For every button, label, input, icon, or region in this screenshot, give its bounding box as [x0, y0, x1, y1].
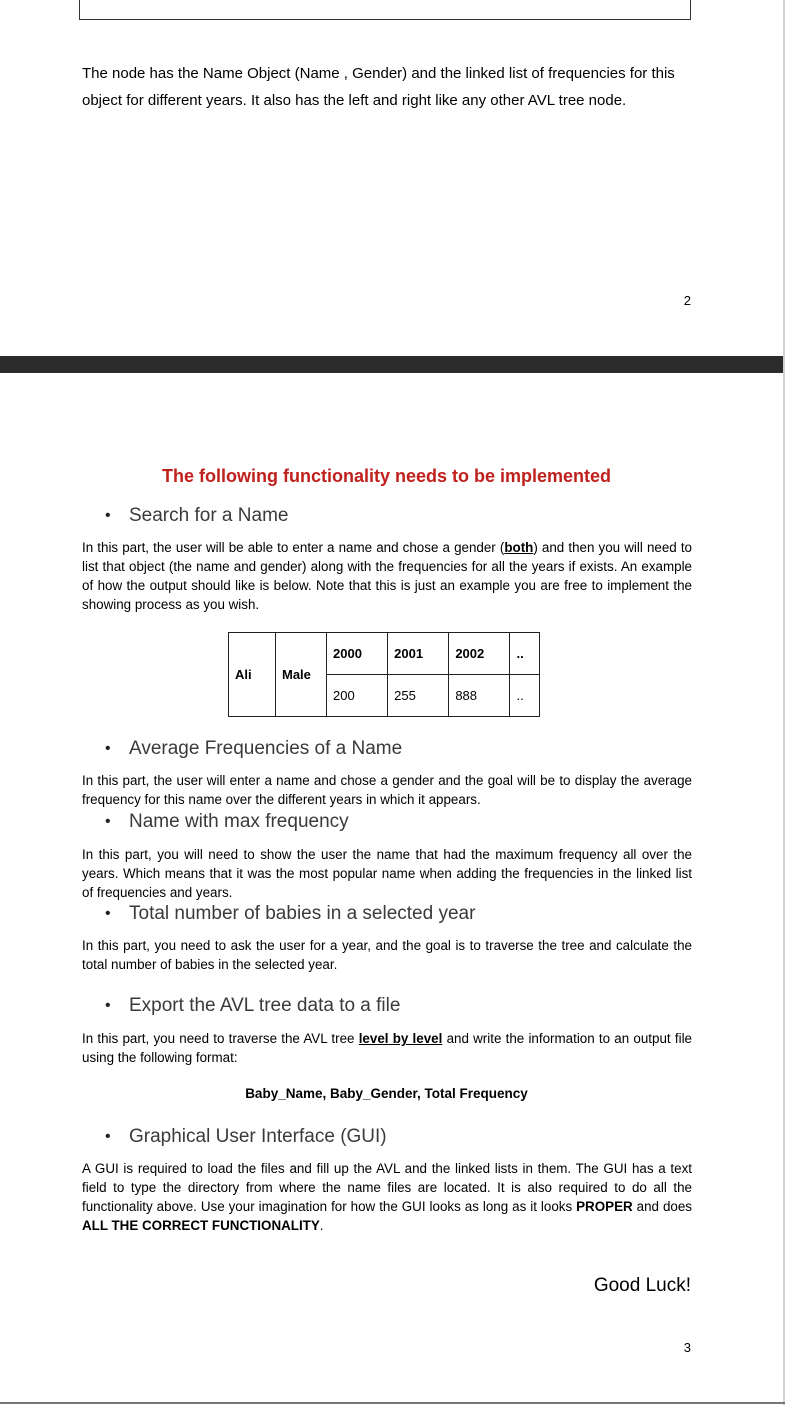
bullet-label: Graphical User Interface (GUI) [129, 1126, 387, 1147]
max-frequency-paragraph: In this part, you will need to show the user the name that had the maximum frequency all over the years. Which means that it was the most popular name when adding the frequencies in the linked list of frequencies and years. [82, 847, 692, 900]
export-paragraph [82, 1029, 692, 1067]
intro-line-1: The node has the Name Object (Name , Gender) and the linked list of frequencies for this [82, 65, 675, 82]
bullet-label: Export the AVL tree data to a file [129, 995, 401, 1016]
gui-text-c: and does [632, 1199, 692, 1214]
bullet-dot: • [105, 905, 111, 922]
output-format-line: Baby_Name, Baby_Gender, Total Frequency [245, 1086, 528, 1101]
bullet-dot: • [105, 507, 111, 524]
functionality-emphasis: ALL THE CORRECT FUNCTIONALITY [82, 1218, 320, 1233]
bullet-dot: • [105, 740, 111, 757]
bullet-export [105, 995, 400, 1017]
year-cell: .. [510, 633, 540, 675]
level-by-level-emphasis: level by level [358, 1031, 443, 1046]
bullet-label: Name with max frequency [129, 811, 349, 832]
bullet-label: Search for a Name [129, 505, 289, 526]
bullet-dot: • [105, 997, 111, 1014]
good-luck-closing: Good Luck! [593, 1275, 691, 1296]
page-separator [0, 356, 785, 373]
frequency-cell: 200 [327, 675, 388, 717]
gui-paragraph [82, 1159, 692, 1235]
frequency-cell: .. [510, 675, 540, 717]
bullet-total-babies [105, 903, 475, 925]
total-babies-paragraph: In this part, you need to ask the user for a year, and the goal is to traverse the tree and calculate the total number of babies in the selected year. [82, 938, 692, 972]
example-output-table [228, 632, 540, 717]
functionality-title: The following functionality needs to be implemented [161, 466, 612, 486]
search-text-c: ) and then you will need to list that object (the name and gender) along with the frequencies for all the years if exists. An example of how the output should like is below. Note that this is just an example you are free to implement the showing process as you wish. [82, 540, 693, 612]
proper-emphasis: PROPER [576, 1199, 633, 1214]
page-number-3: 3 [683, 1340, 691, 1355]
name-cell: Ali [229, 633, 276, 717]
bullet-label: Average Frequencies of a Name [129, 738, 403, 759]
year-cell: 2002 [449, 633, 510, 675]
year-cell: 2001 [388, 633, 449, 675]
search-text-a: In this part, the user will be able to enter a name and chose a gender ( [82, 540, 505, 555]
bottom-rule [0, 1402, 785, 1404]
bullet-gui [105, 1126, 387, 1148]
gui-text-e: . [319, 1218, 324, 1233]
search-name-paragraph [82, 538, 692, 614]
bullet-dot: • [105, 1128, 111, 1145]
average-paragraph: In this part, the user will enter a name and chose a gender and the goal will be to display the average frequency for this name over the different years in which it appears. [82, 773, 692, 807]
year-cell: 2000 [327, 633, 388, 675]
bullet-average-frequencies [105, 738, 402, 760]
intro-line-2: object for different years. It also has the left and right like any other AVL tree node. [82, 92, 627, 109]
page-number-2: 2 [683, 293, 691, 308]
export-text-a: In this part, you need to traverse the AVL tree [82, 1031, 359, 1046]
previous-content-box [79, 0, 691, 20]
gui-text-a: A GUI is required to load the files and fill up the AVL and the linked lists in them. The GUI has a text field to type the directory from where the name files are located. It is also required to do all the functionality above. Use your imagination for how the GUI looks as long as it looks [82, 1161, 692, 1214]
bullet-max-frequency [105, 811, 349, 833]
frequency-cell: 255 [388, 675, 449, 717]
bullet-dot: • [105, 813, 111, 830]
gender-cell: Male [276, 633, 327, 717]
both-emphasis: both [504, 540, 534, 555]
bullet-search-name [105, 505, 288, 527]
frequency-cell: 888 [449, 675, 510, 717]
node-description [82, 60, 702, 114]
export-text-c: and write the information to an output file using the following format: [82, 1031, 692, 1065]
bullet-label: Total number of babies in a selected year [129, 903, 476, 924]
